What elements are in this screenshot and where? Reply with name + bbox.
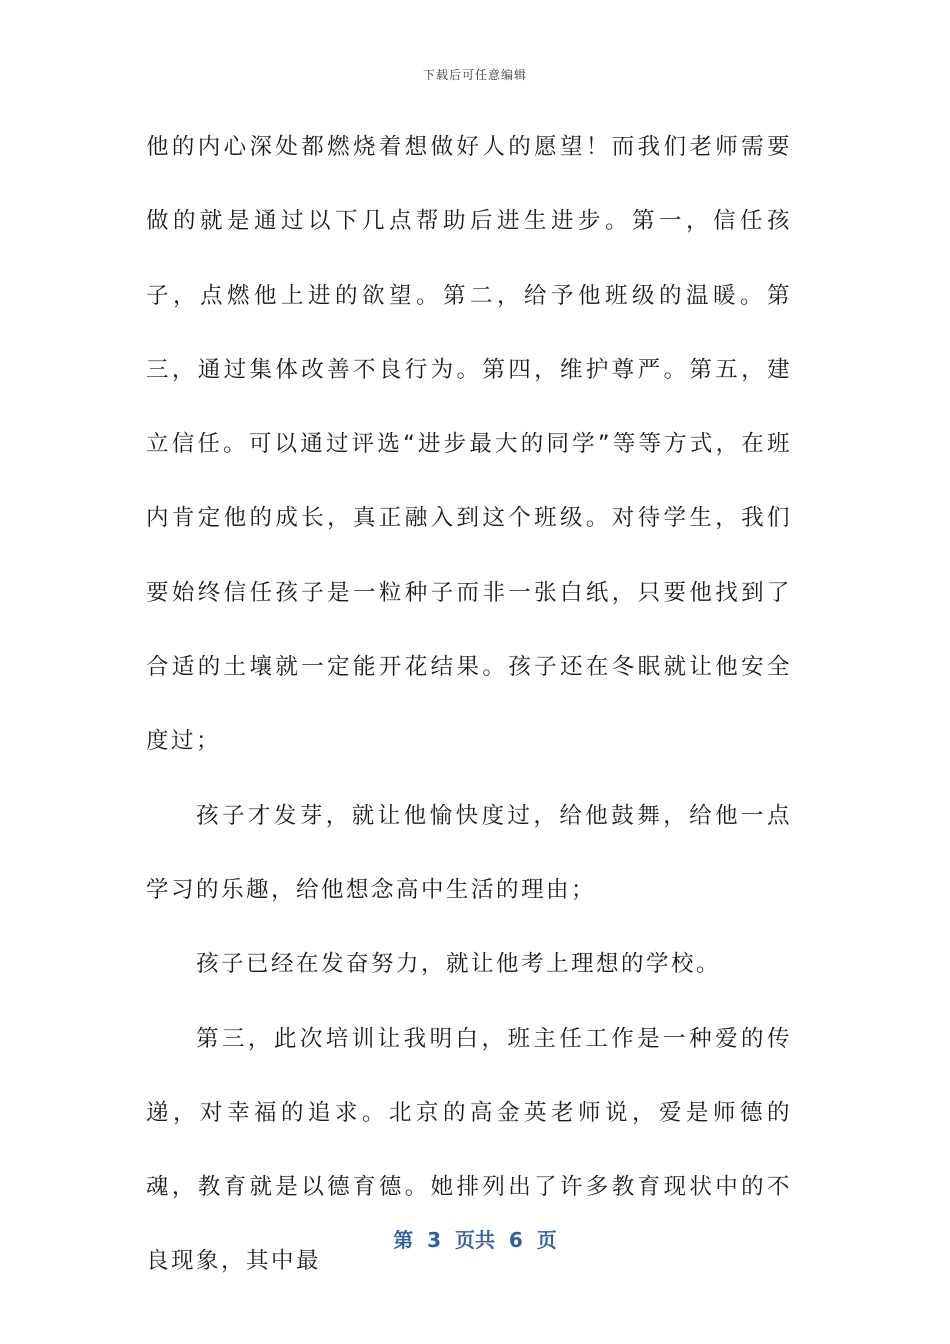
paragraph-continued: 他的内心深处都燃烧着想做好人的愿望！而我们老师需要做的就是通过以下几点帮助后进生进步。第一，信任孩子，点燃他上进的欲望。第二，给予他班级的温暖。第三，通过集体改善不良行为。第四，维护尊严。第五，建立信任。可以通过评选“进步最大的同学”等等方式，在班内肯定他的成长，真正融入到这个班级。对待学生，我们要始终信任孩子是一粒种子而非一张白纸，只要他找到了合适的土壤就一定能开花结果。孩子还在冬眠就让他安全度过； <box>146 134 792 755</box>
page-header: 下载后可任意编辑 <box>422 68 527 82</box>
body-text <box>146 110 792 1299</box>
paragraph: 孩子才发芽，就让他愉快度过，给他鼓舞，给他一点学习的乐趣，给他想念高中生活的理由； <box>146 802 792 903</box>
paragraph: 第三，此次培训让我明白，班主任工作是一种爱的传递，对幸福的追求。北京的高金英老师说，爱是师德的魂，教育就是以德育德。她排列出了许多教育现状中的不良现象，其中最 <box>146 1025 792 1275</box>
paragraph: 孩子已经在发奋努力，就让他考上理想的学校。 <box>196 951 722 978</box>
page-footer: 第 3 页共 6 页 <box>393 1228 557 1252</box>
